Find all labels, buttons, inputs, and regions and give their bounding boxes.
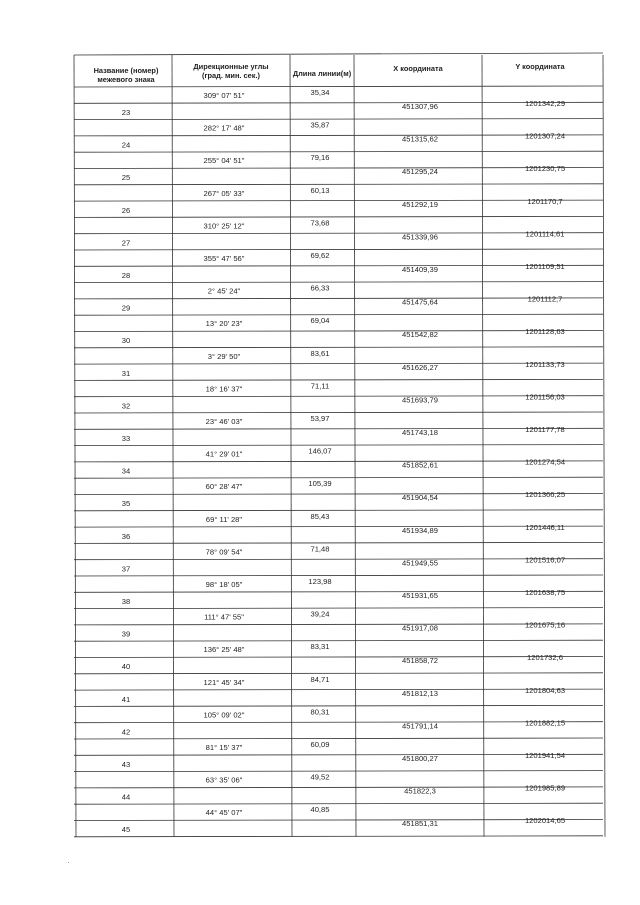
direction-angle: 111° 47' 55" bbox=[204, 612, 244, 622]
x-coordinate: 451307,96 bbox=[402, 102, 438, 111]
line-length: 83,31 bbox=[310, 642, 330, 652]
row-line bbox=[74, 575, 603, 576]
y-coordinate: 1201307,24 bbox=[524, 131, 566, 141]
direction-angle: 309° 07' 51" bbox=[203, 91, 245, 100]
line-length: 146,07 bbox=[308, 446, 332, 456]
y-coordinate: 1201112,7 bbox=[527, 294, 563, 304]
direction-angle: 44° 45' 07" bbox=[205, 808, 243, 818]
x-coordinate: 451791,14 bbox=[402, 721, 438, 731]
x-coordinate: 451475,64 bbox=[402, 297, 438, 307]
row-line bbox=[74, 738, 603, 739]
header-length: Длина линии(м) bbox=[292, 69, 352, 78]
row-line bbox=[74, 591, 603, 592]
x-coordinate: 451542,82 bbox=[402, 330, 438, 340]
direction-angle: 105° 09' 02" bbox=[203, 710, 245, 720]
point-name: 39 bbox=[121, 629, 131, 639]
y-coordinate: 1201342,29 bbox=[524, 99, 566, 108]
point-name: 32 bbox=[121, 401, 131, 411]
line-length: 60,13 bbox=[310, 185, 330, 195]
line-length: 71,11 bbox=[310, 381, 330, 391]
x-coordinate: 451800,27 bbox=[402, 754, 438, 763]
y-coordinate: 1201366,25 bbox=[524, 490, 566, 500]
line-length: 35,87 bbox=[310, 120, 330, 130]
y-coordinate: 1201446,11 bbox=[525, 522, 565, 532]
point-name: 30 bbox=[121, 336, 131, 346]
row-line bbox=[74, 705, 603, 706]
direction-angle: 3° 29' 50" bbox=[207, 351, 241, 361]
y-coordinate: 1201732,6 bbox=[527, 653, 563, 663]
x-coordinate: 451822,3 bbox=[404, 786, 436, 796]
row-line bbox=[74, 298, 603, 299]
x-coordinate: 451693,79 bbox=[402, 395, 438, 405]
row-line bbox=[74, 168, 603, 169]
x-coordinate: 451852,61 bbox=[402, 460, 438, 470]
x-coordinate: 451626,27 bbox=[402, 362, 438, 372]
direction-angle: 255° 04' 51" bbox=[203, 156, 245, 166]
row-line bbox=[74, 820, 603, 821]
direction-angle: 18° 16' 37" bbox=[205, 384, 243, 394]
row-line bbox=[74, 86, 603, 87]
y-coordinate: 1201230,75 bbox=[524, 164, 566, 174]
line-length: 49,52 bbox=[310, 772, 330, 782]
row-line bbox=[74, 477, 603, 478]
x-coordinate: 451931,65 bbox=[402, 591, 438, 600]
direction-angle: 23° 46' 03" bbox=[205, 417, 243, 426]
direction-angle: 136° 25' 48" bbox=[203, 645, 245, 655]
line-length: 123,98 bbox=[308, 577, 332, 586]
y-coordinate: 1201638,75 bbox=[524, 588, 566, 597]
row-line bbox=[74, 559, 603, 560]
y-coordinate: 1201114,61 bbox=[525, 229, 565, 239]
y-coordinate: 1201109,51 bbox=[525, 262, 565, 271]
point-name: 41 bbox=[121, 694, 131, 704]
scan-speck bbox=[68, 862, 69, 863]
point-name: 28 bbox=[121, 271, 131, 280]
row-line bbox=[74, 608, 603, 609]
row-line bbox=[74, 803, 603, 804]
line-length: 71,48 bbox=[310, 544, 330, 554]
point-name: 27 bbox=[121, 238, 131, 248]
line-length: 84,71 bbox=[310, 674, 330, 684]
direction-angle: 355° 47' 56" bbox=[203, 254, 245, 263]
x-coordinate: 451315,62 bbox=[402, 134, 438, 144]
point-name: 33 bbox=[121, 434, 131, 443]
row-line bbox=[74, 396, 603, 397]
column-line bbox=[482, 55, 484, 837]
y-coordinate: 1201804,63 bbox=[524, 685, 566, 695]
row-line bbox=[74, 673, 603, 674]
x-coordinate: 451409,39 bbox=[402, 265, 438, 274]
direction-angle: 98° 18' 05" bbox=[205, 580, 243, 589]
x-coordinate: 451917,08 bbox=[402, 623, 438, 633]
header-angles-line1: Дирекционные углы bbox=[193, 62, 269, 71]
y-coordinate: 1201985,89 bbox=[524, 783, 566, 793]
x-coordinate: 451904,54 bbox=[402, 493, 438, 503]
row-line bbox=[74, 722, 603, 723]
row-line bbox=[74, 445, 603, 446]
direction-angle: 60° 28' 47" bbox=[205, 482, 243, 492]
row-line bbox=[74, 265, 603, 266]
x-coordinate: 451295,24 bbox=[402, 167, 438, 177]
row-line bbox=[74, 461, 603, 462]
row-line bbox=[74, 151, 603, 152]
y-coordinate: 1201941,54 bbox=[524, 751, 566, 760]
x-coordinate: 451743,18 bbox=[402, 428, 438, 437]
point-name: 25 bbox=[121, 173, 131, 183]
line-length: 39,24 bbox=[310, 609, 330, 619]
direction-angle: 81° 15' 37" bbox=[205, 743, 243, 752]
y-coordinate: 1201128,63 bbox=[525, 327, 565, 337]
row-line bbox=[74, 135, 603, 136]
y-coordinate: 1201170,7 bbox=[527, 196, 563, 206]
direction-angle: 63° 35' 06" bbox=[205, 775, 243, 785]
y-coordinate: 1201274,54 bbox=[524, 457, 566, 467]
column-line bbox=[290, 55, 292, 837]
row-line bbox=[74, 542, 603, 543]
row-line bbox=[74, 379, 603, 380]
row-line bbox=[74, 102, 603, 103]
row-line bbox=[74, 836, 603, 837]
row-line bbox=[74, 526, 603, 527]
row-line bbox=[74, 689, 603, 690]
row-line bbox=[74, 119, 603, 120]
point-name: 23 bbox=[121, 108, 131, 117]
point-name: 45 bbox=[121, 825, 131, 835]
line-length: 105,39 bbox=[308, 479, 332, 489]
point-name: 24 bbox=[121, 140, 131, 150]
direction-angle: 78° 09' 54" bbox=[205, 547, 243, 557]
point-name: 38 bbox=[121, 597, 131, 606]
point-name: 31 bbox=[121, 368, 131, 378]
row-line bbox=[74, 216, 603, 217]
row-line bbox=[74, 249, 603, 250]
line-length: 60,09 bbox=[310, 740, 330, 749]
point-name: 44 bbox=[121, 792, 131, 802]
point-name: 36 bbox=[121, 531, 131, 541]
point-name: 40 bbox=[121, 662, 131, 672]
line-length: 53,97 bbox=[310, 414, 330, 423]
direction-angle: 310° 25' 12" bbox=[203, 221, 245, 231]
y-coordinate: 1201516,07 bbox=[524, 555, 566, 565]
line-length: 80,31 bbox=[310, 707, 330, 717]
row-line bbox=[74, 347, 603, 348]
point-name: 37 bbox=[121, 564, 131, 574]
point-name: 34 bbox=[121, 466, 131, 476]
y-coordinate: 1201133,73 bbox=[525, 359, 565, 369]
row-line bbox=[74, 331, 603, 332]
point-name: 26 bbox=[121, 205, 131, 215]
line-length: 85,43 bbox=[310, 511, 330, 521]
point-name: 29 bbox=[121, 303, 131, 313]
row-line bbox=[74, 624, 603, 625]
x-coordinate: 451949,55 bbox=[402, 558, 438, 568]
row-line bbox=[74, 200, 603, 201]
line-length: 83,61 bbox=[310, 348, 330, 358]
y-coordinate: 1202014,65 bbox=[524, 816, 566, 826]
header-point-name-line2: межевого знака bbox=[97, 75, 155, 84]
row-line bbox=[74, 657, 603, 658]
direction-angle: 13° 20' 23" bbox=[205, 319, 243, 329]
row-line bbox=[74, 771, 603, 772]
line-length: 35,34 bbox=[310, 88, 330, 97]
x-coordinate: 451851,31 bbox=[402, 819, 438, 829]
direction-angle: 121° 45' 34" bbox=[203, 677, 245, 687]
header-y: Y координата bbox=[515, 62, 565, 71]
table-header bbox=[94, 62, 566, 84]
x-coordinate: 451812,13 bbox=[402, 688, 438, 698]
direction-angle: 41° 29' 01" bbox=[205, 449, 243, 459]
row-line bbox=[74, 184, 603, 185]
row-line bbox=[74, 282, 603, 283]
direction-angle: 267° 05' 33" bbox=[203, 188, 245, 198]
y-coordinate: 1201675,16 bbox=[524, 620, 566, 630]
point-name: 35 bbox=[121, 499, 131, 509]
row-line bbox=[74, 494, 603, 495]
column-line bbox=[603, 55, 605, 837]
column-line bbox=[354, 55, 356, 837]
y-coordinate: 1201882,15 bbox=[524, 718, 566, 728]
row-line bbox=[74, 233, 603, 234]
x-coordinate: 451292,19 bbox=[402, 199, 438, 209]
x-coordinate: 451858,72 bbox=[402, 656, 438, 666]
row-line bbox=[74, 428, 603, 429]
point-name: 43 bbox=[121, 760, 131, 769]
x-coordinate: 451339,96 bbox=[402, 232, 438, 242]
column-line bbox=[172, 55, 174, 837]
direction-angle: 282° 17' 48" bbox=[203, 123, 245, 133]
line-length: 40,85 bbox=[310, 805, 330, 815]
header-point-name-line1: Название (номер) bbox=[93, 66, 159, 75]
row-line bbox=[74, 53, 603, 55]
y-coordinate: 1201177,78 bbox=[525, 425, 565, 434]
row-line bbox=[74, 640, 603, 641]
x-coordinate: 451934,89 bbox=[402, 525, 438, 535]
row-line bbox=[74, 754, 603, 755]
direction-angle: 2° 45' 24" bbox=[207, 286, 241, 296]
row-line bbox=[74, 412, 603, 413]
line-length: 66,33 bbox=[310, 283, 330, 293]
line-length: 69,04 bbox=[310, 316, 330, 326]
line-length: 73,68 bbox=[310, 218, 330, 228]
row-line bbox=[74, 314, 603, 315]
row-line bbox=[74, 363, 603, 364]
direction-angle: 69° 11' 28" bbox=[205, 514, 243, 524]
row-line bbox=[74, 510, 603, 511]
header-x: X координата bbox=[393, 64, 443, 73]
line-length: 79,16 bbox=[310, 153, 330, 163]
row-line bbox=[74, 787, 603, 788]
y-coordinate: 1201156,03 bbox=[525, 392, 565, 402]
line-length: 69,62 bbox=[310, 251, 330, 260]
point-name: 42 bbox=[121, 727, 131, 737]
header-angles-line2: (град. мин. сек.) bbox=[202, 71, 260, 80]
